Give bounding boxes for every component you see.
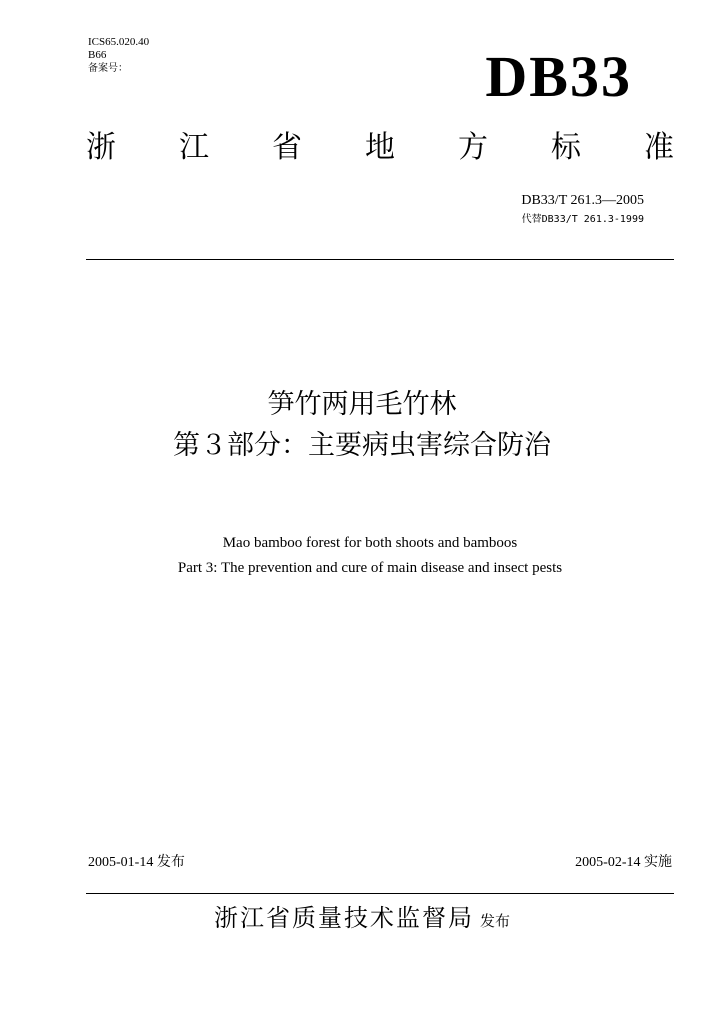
title-en-line1: Mao bamboo forest for both shoots and bamboos [222,535,518,551]
issuer-name: 浙江省质量技术监督局 [213,904,474,932]
replaces-standard: 代替DB33/T 261.3-1999 [521,214,644,225]
issuer-suffix: 发布 [479,912,510,930]
standard-type-char: 地 [365,130,395,165]
title-en-line2: Part 3: The prevention and cure of main disease and insect pests [177,560,563,576]
title-cn-line2: 第３部分：主要病虫害综合防治 [173,430,551,461]
standard-type-char: 准 [644,130,674,165]
issuer-line [0,900,724,939]
db-logo: DB33 [485,44,632,109]
standard-type-heading [86,128,674,168]
standard-type-char: 标 [551,130,581,165]
standard-type-char: 浙 [86,130,116,165]
classification-code: B66 [88,49,107,61]
title-cn-line1: 笋竹两用毛竹林 [267,389,457,420]
top-divider [86,259,674,260]
record-number-label: 备案号： [88,63,128,74]
standard-number: DB33/T 261.3—2005 [521,193,644,208]
ics-code: ICS65.020.40 [88,36,150,48]
standard-type-char: 江 [179,130,209,165]
standard-type-char: 省 [272,130,302,165]
bottom-divider [86,893,674,894]
implementation-date: 2005-02-14 实施 [575,855,672,870]
standard-type-char: 方 [458,130,488,165]
issue-date: 2005-01-14 发布 [88,855,185,870]
